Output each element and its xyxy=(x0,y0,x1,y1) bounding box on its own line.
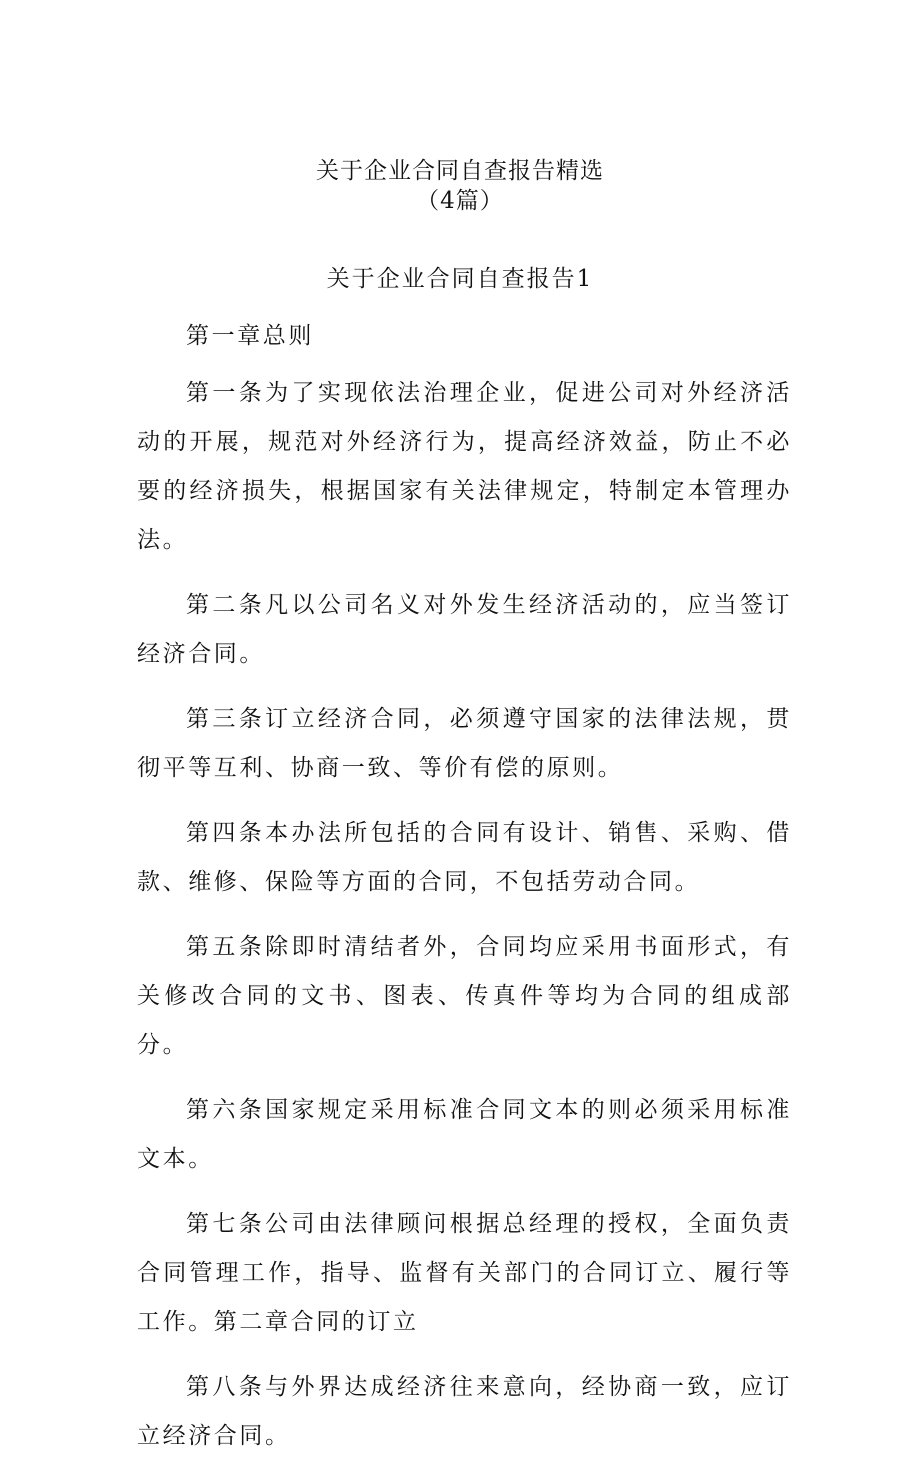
document-body xyxy=(137,312,792,1477)
article-paragraph: 第四条本办法所包括的合同有设计、销售、采购、借款、维修、保险等方面的合同，不包括劳动合同。 xyxy=(137,820,792,895)
article-paragraph: 第五条除即时清结者外，合同均应采用书面形式，有关修改合同的文书、图表、传真件等均为合同的组成部分。 xyxy=(137,934,792,1058)
article-paragraph: 第一条为了实现依法治理企业，促进公司对外经济活动的开展，规范对外经济行为，提高经济效益，防止不必要的经济损失，根据国家有关法律规定，特制定本管理办法。 xyxy=(137,380,792,553)
document-subtitle: （4篇） xyxy=(416,188,504,214)
article-paragraph: 第二条凡以公司名义对外发生经济活动的，应当签订经济合同。 xyxy=(137,592,792,667)
article-paragraph: 第三条订立经济合同，必须遵守国家的法律法规，贯彻平等互利、协商一致、等价有偿的原则。 xyxy=(137,706,792,781)
article-paragraph: 第六条国家规定采用标准合同文本的则必须采用标准文本。 xyxy=(137,1097,792,1172)
section-title: 关于企业合同自查报告1 xyxy=(326,266,594,292)
document-title: 关于企业合同自查报告精选 xyxy=(316,158,604,184)
article-paragraph: 第八条与外界达成经济往来意向，经协商一致，应订立经济合同。 xyxy=(137,1374,792,1449)
article-paragraph: 第七条公司由法律顾问根据总经理的授权，全面负责合同管理工作，指导、监督有关部门的合同订立、履行等工作。第二章合同的订立 xyxy=(137,1211,792,1335)
chapter-heading: 第一章总则 xyxy=(186,323,314,349)
